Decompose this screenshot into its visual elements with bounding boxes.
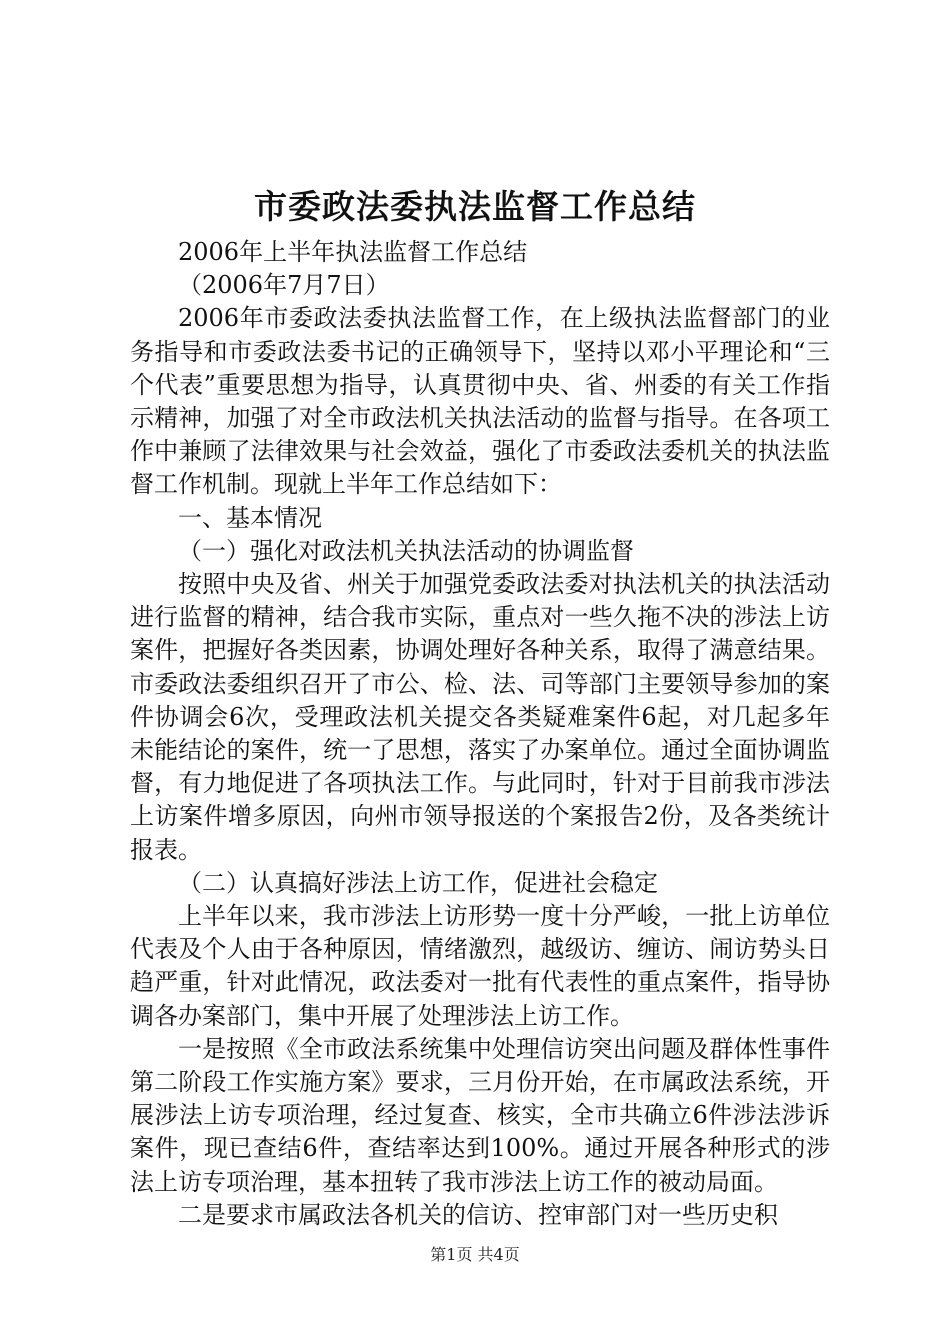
body-paragraph-1: 按照中央及省、州关于加强党委政法委对执法机关的执法活动进行监督的精神，结合我市实际，重点对一些久拖不决的涉法上访案件，把握好各类因素，协调处理好各种关系，取得了满意结果。市委政法委组织召开了市公、检、法、司等部门主要领导参加的案件协调会6次，受理政法机关提交各类疑难案件6起，对几起多年未能结论的案件，统一了思想，落实了办案单位。通过全面协调监督，有力地促进了各项执法工作。与此同时，针对于目前我市涉法上访案件增多原因，向州市领导报送的个案报告2份，及各类统计报表。 xyxy=(130,570,830,864)
intro-paragraph: 2006年市委政法委执法监督工作，在上级执法监督部门的业务指导和市委政法委书记的正确领导下，坚持以邓小平理论和“三个代表”重要思想为指导，认真贯彻中央、省、州委的有关工作指示精神，加强了对全市政法机关执法活动的监督与指导。在各项工作中兼顾了法律效果与社会效益，强化了市委政法委机关的执法监督工作机制。现就上半年工作总结如下： xyxy=(130,304,830,499)
document-title: 市委政法委执法监督工作总结 xyxy=(254,187,696,226)
body-paragraph-4: 二是要求市属政法各机关的信访、控审部门对一些历史积 xyxy=(178,1200,778,1229)
section-heading: 一、基本情况 xyxy=(178,503,322,532)
page-footer: 第1页 共4页 xyxy=(430,1245,520,1264)
subtitle-paragraph: 2006年上半年执法监督工作总结 xyxy=(178,238,528,266)
subsection-heading-2: （二）认真搞好涉法上访工作，促进社会稳定 xyxy=(178,868,658,897)
document-body xyxy=(130,236,830,1232)
subsection-heading-1: （一）强化对政法机关执法活动的协调监督 xyxy=(178,536,634,565)
body-paragraph-3: 一是按照《全市政法系统集中处理信访突出问题及群体性事件第二阶段工作实施方案》要求，三月份开始，在市属政法系统，开展涉法上访专项治理，经过复查、核实，全市共确立6件涉法涉诉案件，现已查结6件，查结率达到100%。通过开展各种形式的涉法上访专项治理，基本扭转了我市涉法上访工作的被动局面。 xyxy=(130,1034,830,1196)
date-paragraph: （2006年7月7日） xyxy=(178,271,390,300)
body-paragraph-2: 上半年以来，我市涉法上访形势一度十分严峻，一批上访单位代表及个人由于各种原因，情绪激烈，越级访、缠访、闹访势头日趋严重，针对此情况，政法委对一批有代表性的重点案件，指导协调各办案部门，集中开展了处理涉法上访工作。 xyxy=(130,902,830,1030)
